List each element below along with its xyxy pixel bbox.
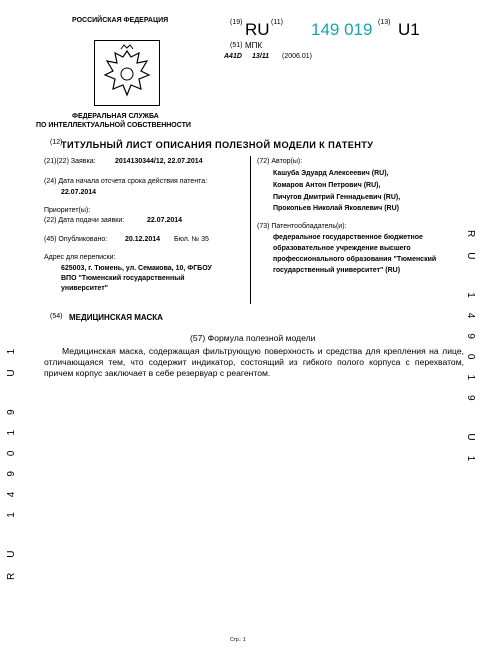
side-label-left: RU 149019 U1 <box>6 333 17 580</box>
invention-code: (54) <box>50 313 63 320</box>
side-label-right: RU 149019 U1 <box>465 230 476 477</box>
claims-text: Медицинская маска, содержащая фильтрующую поверхность и средства для крепления на лице, отличающаяся тем, что содержит индикатор, состоящий из гибкого полого корпуса с перехватом, причем корпус заключает в себе резервуар с реагентом. <box>44 346 464 378</box>
address-line3: университет" <box>61 285 108 292</box>
published-value: 20.12.2014 <box>125 236 161 243</box>
address-line1: 625003, г. Тюмень, ул. Семакова, 10, ФГБОУ <box>61 265 212 272</box>
author-item: Прокопьев Николай Яковлевич (RU) <box>273 205 399 212</box>
holder-line: профессионального образования "Тюменский <box>273 256 437 263</box>
application-label: (21)(22) Заявка: <box>44 158 96 165</box>
mpk-group: 13/11 <box>252 53 269 60</box>
priority-label: Приоритет(ы): <box>44 207 91 214</box>
code-19: (19) <box>230 19 243 26</box>
column-divider <box>250 156 251 304</box>
country-name: РОССИЙСКАЯ ФЕДЕРАЦИЯ <box>72 17 169 24</box>
agency-line1: ФЕДЕРАЛЬНАЯ СЛУЖБА <box>72 113 159 120</box>
filing-value: 22.07.2014 <box>147 217 183 224</box>
page-number: Стр.: 1 <box>230 637 246 643</box>
document-title: ТИТУЛЬНЫЙ ЛИСТ ОПИСАНИЯ ПОЛЕЗНОЙ МОДЕЛИ К ПАТЕНТУ <box>61 140 374 150</box>
code-51: (51) <box>230 42 243 49</box>
patent-number: 149 019 <box>311 20 373 39</box>
authors-label: (72) Автор(ы): <box>257 158 303 165</box>
author-item: Комаров Антон Петрович (RU), <box>273 182 381 189</box>
invention-name: МЕДИЦИНСКАЯ МАСКА <box>69 313 163 322</box>
code-11: (11) <box>271 19 283 26</box>
state-emblem-icon <box>94 40 160 106</box>
mpk-class: A41D <box>224 53 242 60</box>
mpk-date: (2006.01) <box>282 53 312 60</box>
filing-label: (22) Дата подачи заявки: <box>44 217 125 224</box>
application-value: 2014130344/12, 22.07.2014 <box>115 158 203 165</box>
holder-label: (73) Патентообладатель(и): <box>257 223 347 230</box>
code-13: (13) <box>378 19 391 26</box>
agency-line2: ПО ИНТЕЛЛЕКТУАЛЬНОЙ СОБСТВЕННОСТИ <box>36 122 191 129</box>
holder-line: образовательное учреждение высшего <box>273 245 411 252</box>
address-label: Адрес для переписки: <box>44 254 116 261</box>
author-item: Кашуба Эдуард Алексеевич (RU), <box>273 170 389 177</box>
term-label: (24) Дата начала отсчета срока действия патента: <box>44 178 208 185</box>
published-label: (45) Опубликовано: <box>44 236 108 243</box>
title-code: (12) <box>50 139 63 146</box>
bulletin-number: Бюл. № 35 <box>174 236 209 243</box>
author-item: Пичугов Дмитрий Геннадьевич (RU), <box>273 194 401 201</box>
holder-line: государственный университет" (RU) <box>273 267 401 274</box>
address-line2: ВПО "Тюменский государственный <box>61 275 185 282</box>
holder-line: федеральное государственное бюджетное <box>273 234 423 241</box>
kind-code: U1 <box>398 20 420 39</box>
term-value: 22.07.2014 <box>61 189 97 196</box>
country-code-ru: RU <box>245 20 270 39</box>
mpk-label: МПК <box>245 41 263 50</box>
claims-heading: (57) Формула полезной модели <box>190 333 316 343</box>
